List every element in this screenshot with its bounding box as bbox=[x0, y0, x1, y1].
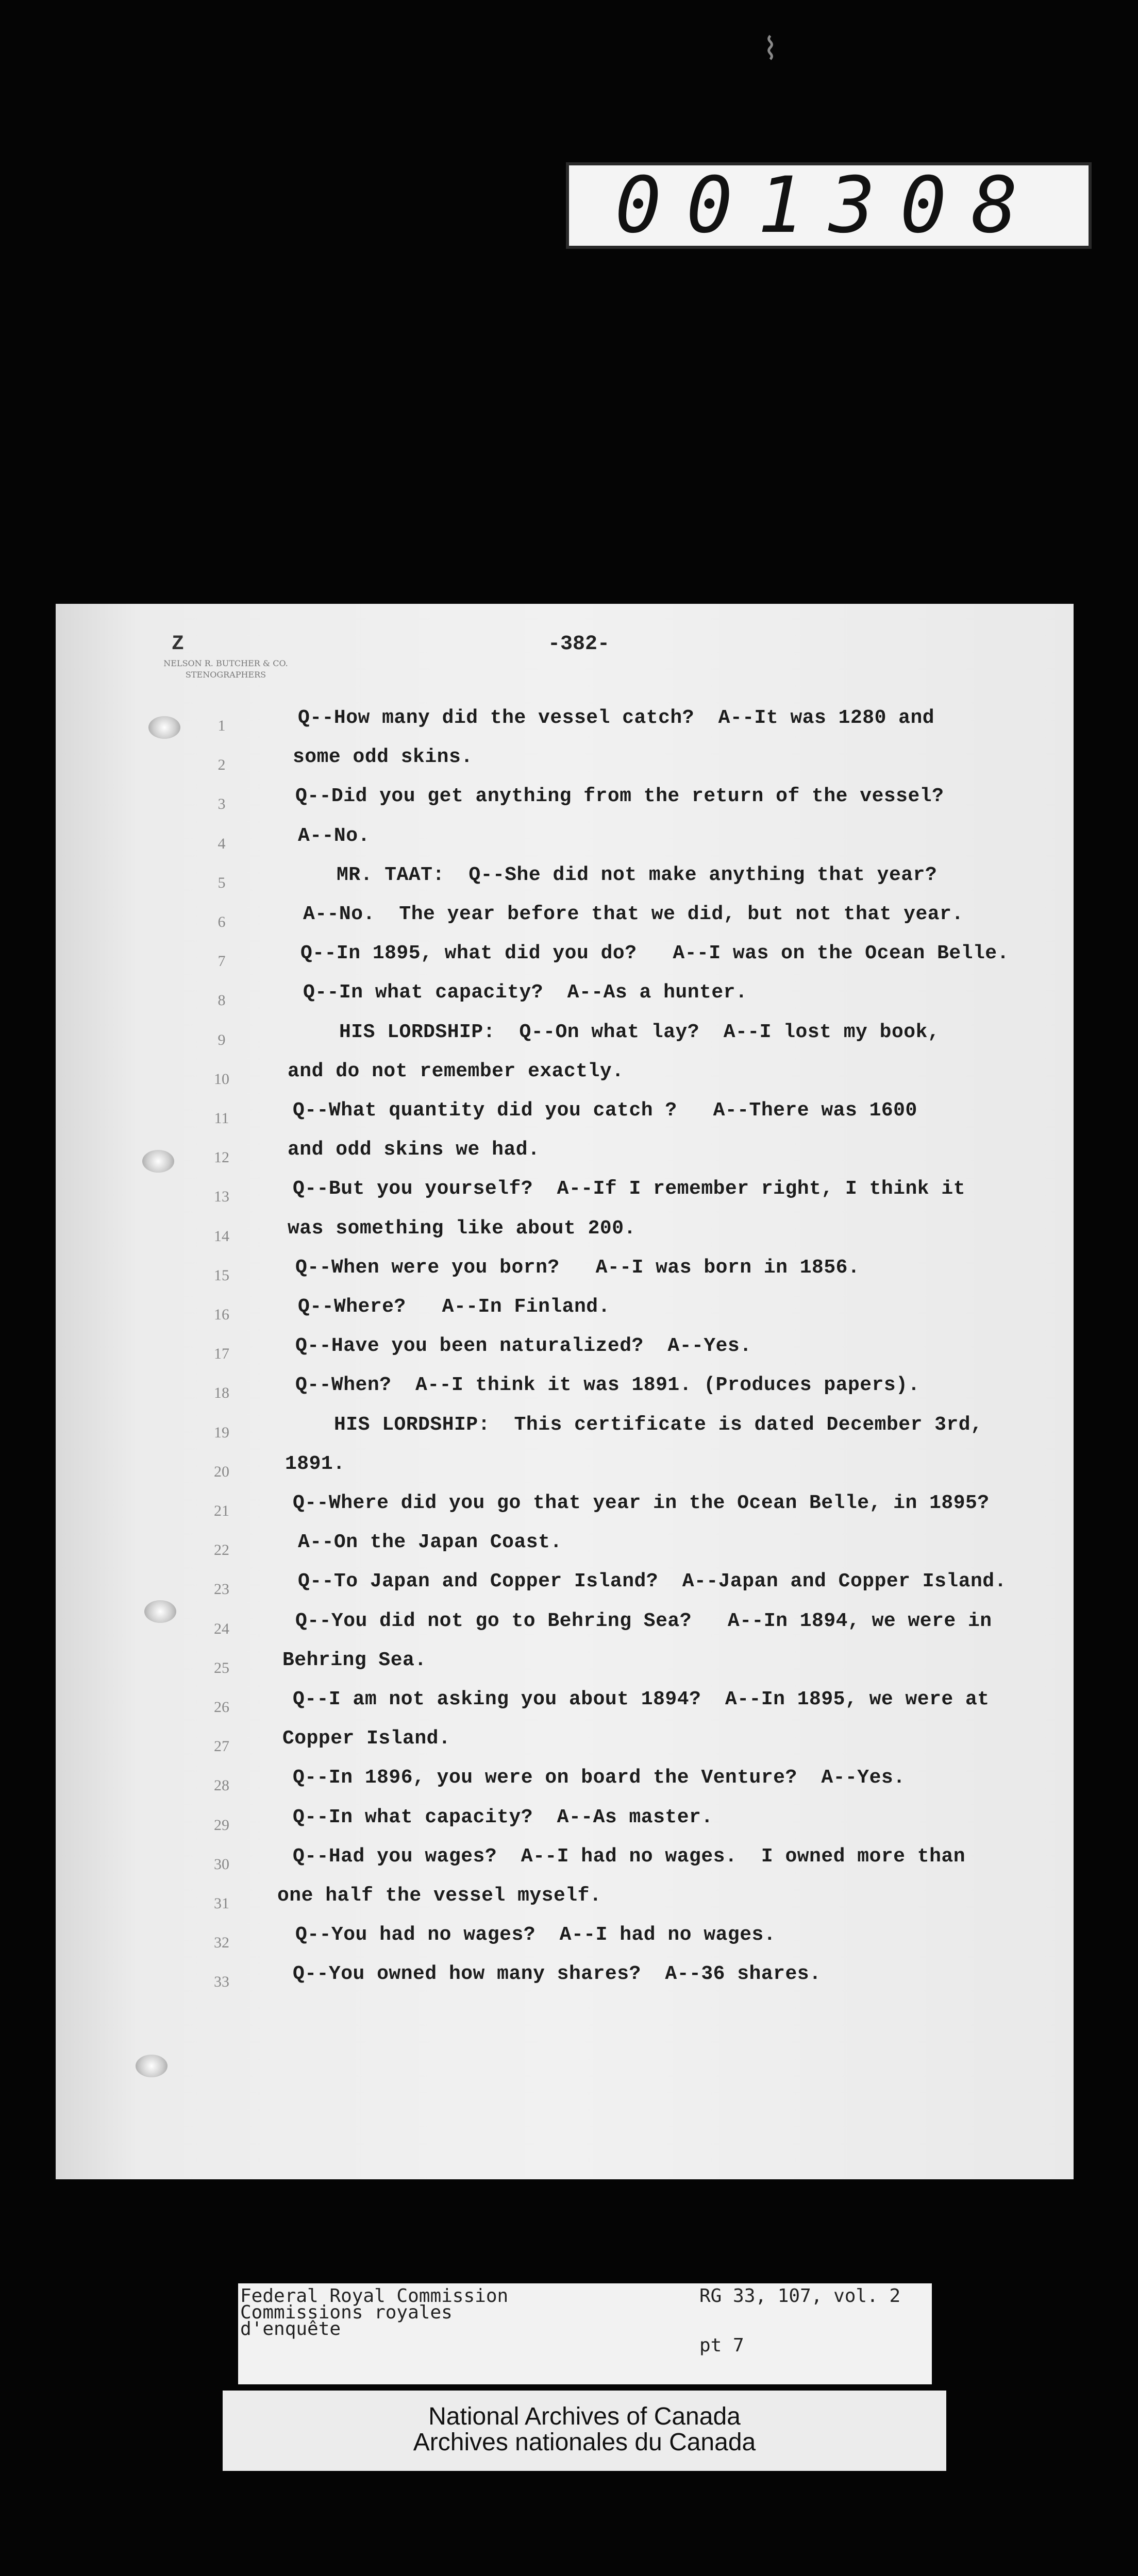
line-number: 19 bbox=[214, 1423, 229, 1441]
transcript-page bbox=[56, 604, 1074, 2179]
punch-hole bbox=[136, 2055, 168, 2077]
line-number: 30 bbox=[214, 1855, 229, 1873]
frame-number: 001308 bbox=[615, 161, 1043, 250]
line-number: 23 bbox=[214, 1581, 229, 1598]
catalogue-line: Commissions royales bbox=[240, 2302, 453, 2323]
transcript-line: Behring Sea. bbox=[282, 1649, 427, 1671]
line-number: 32 bbox=[214, 1934, 229, 1952]
line-number: 20 bbox=[214, 1463, 229, 1480]
transcript-line: Q--Where? A--In Finland. bbox=[298, 1296, 610, 1318]
transcript-line: one half the vessel myself. bbox=[277, 1885, 602, 1907]
transcript-line: Q--You owned how many shares? A--36 shares. bbox=[293, 1963, 822, 1986]
transcript-line: A--No. The year before that we did, but not that year. bbox=[303, 903, 964, 925]
transcript-line: MR. TAAT: Q--She did not make anything that year? bbox=[337, 863, 938, 886]
line-number: 15 bbox=[214, 1266, 229, 1284]
transcript-line: Q--In what capacity? A--As a hunter. bbox=[303, 981, 748, 1004]
punch-hole bbox=[148, 716, 180, 739]
transcript-line: Q--I am not asking you about 1894? A--In 1895, we were at bbox=[293, 1688, 990, 1710]
transcript-line: HIS LORDSHIP: Q--On what lay? A--I lost my book, bbox=[339, 1021, 940, 1043]
transcript-line: Q--In 1895, what did you do? A--I was on the Ocean Belle. bbox=[300, 942, 1009, 965]
top-mark: ⌇ bbox=[763, 31, 778, 67]
archives-name-fr: Archives nationales du Canada bbox=[413, 2429, 756, 2456]
punch-hole bbox=[144, 1600, 176, 1623]
letterhead-line: NELSON R. BUTCHER & CO. bbox=[163, 658, 288, 668]
line-number: 16 bbox=[214, 1306, 229, 1323]
line-number: 14 bbox=[214, 1227, 229, 1245]
transcript-line: Q--When were you born? A--I was born in 1856. bbox=[295, 1256, 860, 1279]
line-number: 24 bbox=[214, 1620, 229, 1637]
transcript-line: some odd skins. bbox=[293, 746, 473, 769]
transcript-line: and odd skins we had. bbox=[288, 1139, 540, 1161]
line-number: 29 bbox=[214, 1816, 229, 1834]
archives-name-en: National Archives of Canada bbox=[428, 2403, 741, 2430]
line-number: 18 bbox=[214, 1384, 229, 1402]
line-number: 8 bbox=[217, 992, 226, 1009]
letterhead bbox=[154, 658, 298, 681]
line-number: 12 bbox=[214, 1149, 229, 1166]
catalogue-label bbox=[238, 2283, 932, 2384]
catalogue-line: d'enquête bbox=[240, 2318, 341, 2340]
line-number: 1 bbox=[217, 717, 226, 734]
line-number: 21 bbox=[214, 1502, 229, 1519]
transcript-line: Q--Had you wages? A--I had no wages. I owned more than bbox=[293, 1845, 966, 1868]
line-number: 13 bbox=[214, 1188, 229, 1206]
line-number: 9 bbox=[217, 1031, 226, 1048]
transcript-line: Q--Where did you go that year in the Ocean Belle, in 1895? bbox=[293, 1492, 990, 1514]
page-code: Z bbox=[172, 633, 185, 656]
transcript-line: was something like about 200. bbox=[288, 1217, 636, 1240]
transcript-line: Q--In what capacity? A--As master. bbox=[293, 1806, 713, 1828]
transcript-line: Q--You did not go to Behring Sea? A--In 1894, we were in bbox=[295, 1609, 992, 1632]
transcript-line: A--On the Japan Coast. bbox=[298, 1531, 562, 1554]
transcript-line: Q--You had no wages? A--I had no wages. bbox=[295, 1924, 776, 1946]
transcript-line: Q--How many did the vessel catch? A--It was 1280 and bbox=[298, 707, 935, 729]
line-number: 6 bbox=[217, 913, 226, 930]
page-number: -382- bbox=[548, 633, 610, 656]
line-number: 25 bbox=[214, 1659, 229, 1676]
line-number: 5 bbox=[217, 874, 226, 891]
transcript-line: Copper Island. bbox=[282, 1727, 451, 1750]
line-number: 17 bbox=[214, 1345, 229, 1363]
catalogue-line: Federal Royal Commission bbox=[240, 2285, 509, 2307]
line-number: 11 bbox=[214, 1110, 229, 1127]
transcript-line: HIS LORDSHIP: This certificate is dated December 3rd, bbox=[334, 1413, 983, 1436]
line-number: 28 bbox=[214, 1777, 229, 1794]
transcript-line: and do not remember exactly. bbox=[288, 1060, 624, 1082]
catalogue-part: pt 7 bbox=[699, 2335, 744, 2356]
transcript-line: Q--In 1896, you were on board the Venture? A--Yes. bbox=[293, 1767, 906, 1789]
line-number: 22 bbox=[214, 1541, 229, 1559]
line-number: 31 bbox=[214, 1895, 229, 1912]
letterhead-line: STENOGRAPHERS bbox=[185, 670, 266, 680]
transcript-line: Q--But you yourself? A--If I remember right, I think it bbox=[293, 1178, 966, 1200]
transcript-line: Q--Did you get anything from the return of the vessel? bbox=[295, 785, 944, 808]
line-number: 27 bbox=[214, 1738, 229, 1755]
line-number: 3 bbox=[217, 795, 226, 813]
line-number: 10 bbox=[214, 1070, 229, 1088]
transcript-line: A--No. bbox=[298, 824, 370, 847]
transcript-line: Q--When? A--I think it was 1891. (Produces papers). bbox=[295, 1374, 920, 1397]
line-number: 2 bbox=[217, 756, 226, 774]
transcript-line: Q--Have you been naturalized? A--Yes. bbox=[295, 1335, 752, 1358]
catalogue-reference: RG 33, 107, vol. 2 bbox=[699, 2285, 901, 2307]
transcript-line: Q--What quantity did you catch ? A--There was 1600 bbox=[293, 1099, 917, 1122]
frame-number-label bbox=[566, 162, 1092, 249]
transcript-line: 1891. bbox=[285, 1452, 345, 1475]
line-number: 4 bbox=[217, 835, 226, 852]
punch-hole bbox=[142, 1150, 174, 1173]
line-number: 26 bbox=[214, 1699, 229, 1716]
archives-label bbox=[223, 2391, 946, 2471]
line-number: 7 bbox=[217, 953, 226, 970]
transcript-line: Q--To Japan and Copper Island? A--Japan and Copper Island. bbox=[298, 1570, 1007, 1593]
line-number: 33 bbox=[214, 1973, 229, 1991]
